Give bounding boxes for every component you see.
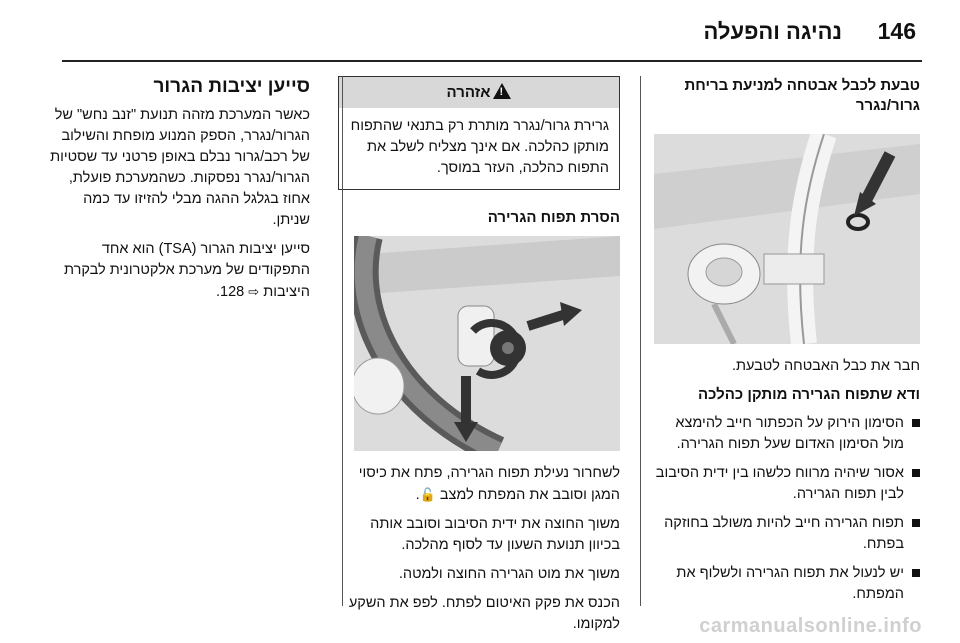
column-divider xyxy=(640,76,641,606)
list-item: תפוח הגרירה חייב להיות משולב בחוזקה בפתח. xyxy=(652,513,920,555)
remove-step-2: משוך החוצה את ידית הסיבוב וסובב אותה בכיוון תנועת השעון עד לסוף מהלכה. xyxy=(370,516,620,553)
reference-arrow-icon: ⇨ xyxy=(248,284,260,299)
page-header xyxy=(0,0,960,62)
right-column xyxy=(652,76,920,613)
column-divider xyxy=(342,76,343,606)
page-reference[interactable]: 128 xyxy=(220,284,245,300)
remove-step-3: משוך את מוט הגרירה החוצה ולמטה. xyxy=(398,566,620,582)
check-towbar-heading: ודא שתפוח הגרירה מותקן כהלכה xyxy=(698,386,920,403)
warning-title: אזהרה xyxy=(446,84,491,101)
check-towbar-list xyxy=(652,413,920,605)
left-column xyxy=(42,76,310,311)
header-rule xyxy=(62,60,922,62)
list-item: הסימון הירוק על הכפתור חייב להימצא מול הסימון האדום שעל תפוח הגרירה. xyxy=(652,413,920,455)
warning-text: גרירת גרור/נגרר מותרת רק בתנאי שהתפוח מותקן כהלכה. אם אינך מצליח לשלב את התפוח כהלכה, העזר במוסך. xyxy=(350,118,609,176)
list-item: יש לנעול את תפוח הגרירה ולשלוף את המפתח. xyxy=(652,563,920,605)
towbar-removal-illustration xyxy=(354,236,620,451)
safety-cable-caption: חבר את כבל האבטחה לטבעת. xyxy=(731,358,920,374)
towbar-removal-drawing xyxy=(354,236,620,451)
safety-cable-ring-illustration xyxy=(654,134,920,344)
safety-cable-ring-drawing xyxy=(654,134,920,344)
page-number: 146 xyxy=(877,18,916,44)
remove-step-4: הכנס את פקק האיטום לפתח. לפפ את השקע למקומו. xyxy=(348,595,620,632)
list-item: אסור שיהיה מרווח כלשהו בין ידית הסיבוב לבין תפוח הגרירה. xyxy=(652,463,920,505)
warning-triangle-icon xyxy=(493,83,511,99)
trailer-stability-text: כאשר המערכת מזהה תנועת "זנב נחש" של הגרור/נגרר, הספק המנוע מופחת והשילוב של רכב/גרור נבלם באופן פרטני עד שסטיות הגרור/נגרר נפסקות. כשהמערכת פועלת, אחוז בגלגל ההגה מבלי להזיזו עד כמה שניתן. xyxy=(50,107,310,228)
warning-header xyxy=(339,77,619,108)
tsa-description: סייען יציבות הגרור (TSA) הוא אחד התפקודים של מערכת אלקטרונית לבקרת היציבות ⇨ 128. xyxy=(64,241,310,300)
middle-column xyxy=(338,76,620,643)
trailer-stability-heading: סייען יציבות הגרור xyxy=(153,76,310,97)
watermark: carmanualsonline.info xyxy=(699,615,922,637)
open-lock-icon: 🔓 xyxy=(419,487,436,502)
warning-box xyxy=(338,76,620,190)
remove-towbar-heading: הסרת תפוח הגרירה xyxy=(487,209,620,226)
safety-cable-heading: טבעת לכבל אבטחה למניעת בריחת גרור/נגרר xyxy=(684,77,920,114)
remove-step-1: לשחרור נעילת תפוח הגרירה, פתח את כיסוי המגן וסובב את המפתח למצב 🔓. xyxy=(358,465,620,503)
page-title: נהיגה והפעלה xyxy=(703,19,842,44)
